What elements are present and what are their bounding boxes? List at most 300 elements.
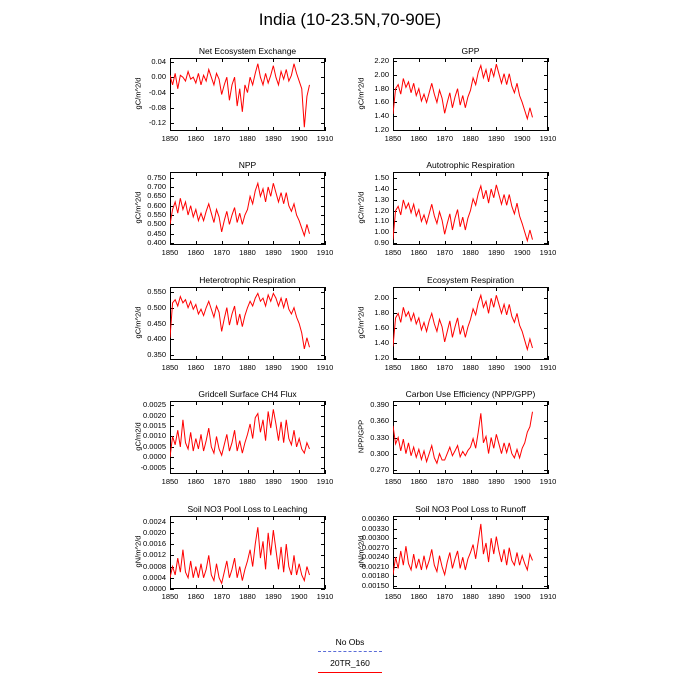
x-tick-mark: [496, 127, 497, 131]
y-tick-mark: [170, 589, 174, 590]
y-axis-label: NPP/GPP: [356, 419, 366, 453]
x-tick-label: 1900: [513, 248, 531, 257]
y-tick-label: 0.0005: [143, 441, 166, 451]
x-tick-mark: [273, 287, 274, 291]
y-tick-mark: [170, 93, 174, 94]
series-line: [170, 527, 310, 583]
y-tick-mark: [393, 61, 397, 62]
x-tick-mark: [471, 470, 472, 474]
y-tick-label: 0.90: [374, 237, 389, 247]
y-tick-label: 1.60: [374, 97, 389, 107]
y-tick-label: 0.00210: [361, 561, 389, 571]
x-tick-label: 1860: [410, 363, 428, 372]
x-tick-mark: [471, 241, 472, 245]
x-tick-mark: [222, 241, 223, 245]
chart-title: Net Ecosystem Exchange: [198, 46, 297, 56]
x-tick-mark: [496, 516, 497, 520]
x-tick-mark: [496, 356, 497, 360]
x-tick-mark: [325, 585, 326, 589]
y-tick-label: -0.04: [148, 87, 166, 97]
y-tick-label: 0.330: [370, 432, 389, 442]
x-tick-mark: [196, 127, 197, 131]
y-tick-label: 0.00330: [361, 523, 389, 533]
x-tick-mark: [196, 58, 197, 62]
y-tick-mark: [544, 102, 548, 103]
y-tick-label: 0.390: [370, 400, 389, 410]
x-tick-label: 1850: [384, 134, 402, 143]
x-tick-label: 1880: [239, 477, 256, 486]
x-tick-mark: [548, 356, 549, 360]
y-tick-mark: [321, 292, 325, 293]
x-tick-label: 1900: [513, 134, 531, 143]
x-tick-label: 1850: [161, 134, 179, 143]
y-tick-label: 1.20: [374, 205, 389, 215]
y-tick-mark: [321, 77, 325, 78]
x-tick-mark: [522, 470, 523, 474]
plot-area: [393, 172, 548, 245]
y-tick-label: 0.0008: [143, 561, 166, 571]
x-tick-mark: [419, 127, 420, 131]
x-tick-mark: [170, 127, 171, 131]
y-tick-mark: [393, 75, 397, 76]
x-tick-mark: [325, 58, 326, 62]
y-tick-mark: [170, 178, 174, 179]
x-tick-label: 1880: [239, 592, 256, 601]
x-tick-mark: [325, 172, 326, 176]
x-tick-mark: [196, 287, 197, 291]
x-tick-label: 1870: [213, 477, 230, 486]
y-tick-label: 0.00360: [361, 514, 389, 524]
y-tick-label: 0.600: [147, 200, 166, 210]
x-tick-mark: [522, 58, 523, 62]
y-tick-mark: [544, 586, 548, 587]
x-tick-mark: [222, 58, 223, 62]
x-tick-label: 1910: [539, 134, 557, 143]
y-tick-mark: [170, 108, 174, 109]
y-tick-mark: [393, 116, 397, 117]
y-axis-label: gC/m^2/d: [133, 191, 143, 223]
x-tick-mark: [522, 241, 523, 245]
y-tick-mark: [544, 178, 548, 179]
y-tick-mark: [170, 123, 174, 124]
x-tick-mark: [522, 127, 523, 131]
x-tick-mark: [445, 241, 446, 245]
x-tick-mark: [496, 287, 497, 291]
chart-title: Heterotrophic Respiration: [199, 275, 296, 285]
y-tick-label: 1.60: [374, 323, 389, 333]
x-tick-mark: [222, 356, 223, 360]
y-tick-mark: [393, 586, 397, 587]
x-tick-mark: [548, 287, 549, 291]
legend-swatch: [318, 672, 382, 673]
y-tick-label: 0.0000: [143, 452, 166, 462]
x-tick-mark: [273, 516, 274, 520]
y-tick-mark: [321, 447, 325, 448]
x-tick-mark: [222, 127, 223, 131]
x-tick-mark: [248, 241, 249, 245]
y-axis-label: gC/m^2/d: [356, 191, 366, 223]
y-tick-label: 0.00300: [361, 533, 389, 543]
x-tick-label: 1880: [239, 134, 256, 143]
x-tick-label: 1900: [513, 592, 531, 601]
y-tick-mark: [393, 313, 397, 314]
y-tick-mark: [321, 416, 325, 417]
y-tick-label: 0.0020: [143, 410, 166, 420]
y-tick-mark: [170, 243, 174, 244]
x-tick-mark: [393, 516, 394, 520]
x-tick-mark: [496, 401, 497, 405]
y-axis-label: gC/m^2/d: [356, 306, 366, 338]
x-tick-label: 1870: [436, 592, 453, 601]
x-tick-label: 1880: [462, 592, 479, 601]
x-tick-mark: [445, 127, 446, 131]
y-tick-label: -0.12: [148, 118, 166, 128]
x-tick-mark: [419, 585, 420, 589]
x-tick-mark: [196, 356, 197, 360]
x-tick-label: 1910: [316, 363, 334, 372]
x-tick-mark: [548, 401, 549, 405]
x-tick-label: 1860: [410, 477, 428, 486]
y-tick-label: 0.450: [147, 318, 166, 328]
x-tick-mark: [273, 356, 274, 360]
y-tick-mark: [170, 324, 174, 325]
y-tick-mark: [170, 187, 174, 188]
x-tick-label: 1890: [487, 134, 505, 143]
y-tick-mark: [544, 232, 548, 233]
y-tick-mark: [321, 215, 325, 216]
x-tick-mark: [471, 585, 472, 589]
y-tick-mark: [544, 438, 548, 439]
y-tick-label: 1.50: [374, 173, 389, 183]
x-tick-mark: [273, 585, 274, 589]
x-tick-mark: [248, 287, 249, 291]
y-tick-label: 1.10: [374, 216, 389, 226]
y-tick-label: 2.00: [374, 70, 389, 80]
y-tick-mark: [170, 339, 174, 340]
x-tick-mark: [196, 172, 197, 176]
x-tick-mark: [445, 585, 446, 589]
y-tick-label: 0.270: [370, 464, 389, 474]
y-tick-mark: [544, 130, 548, 131]
x-tick-mark: [522, 401, 523, 405]
y-tick-mark: [393, 519, 397, 520]
x-tick-mark: [222, 516, 223, 520]
plot-area: [170, 401, 325, 474]
y-tick-label: 1.80: [374, 308, 389, 318]
y-tick-mark: [170, 468, 174, 469]
x-tick-mark: [471, 401, 472, 405]
y-tick-mark: [170, 426, 174, 427]
y-tick-mark: [170, 578, 174, 579]
y-tick-label: 0.500: [147, 302, 166, 312]
x-tick-mark: [471, 172, 472, 176]
chart-title: NPP: [238, 160, 257, 170]
y-tick-label: 0.0024: [143, 516, 166, 526]
x-tick-mark: [325, 516, 326, 520]
y-tick-mark: [170, 224, 174, 225]
y-tick-mark: [170, 234, 174, 235]
x-tick-label: 1910: [316, 134, 334, 143]
x-tick-label: 1890: [487, 477, 505, 486]
y-tick-mark: [170, 355, 174, 356]
x-tick-label: 1870: [213, 592, 230, 601]
y-axis-label: gC/m^2/d: [133, 306, 143, 338]
x-tick-mark: [445, 58, 446, 62]
x-tick-mark: [419, 241, 420, 245]
y-tick-mark: [393, 557, 397, 558]
x-tick-label: 1870: [436, 477, 453, 486]
y-tick-mark: [544, 298, 548, 299]
y-tick-label: 0.00150: [361, 580, 389, 590]
y-tick-mark: [544, 454, 548, 455]
x-tick-mark: [548, 241, 549, 245]
y-tick-label: 0.300: [370, 448, 389, 458]
x-tick-mark: [419, 356, 420, 360]
x-tick-mark: [419, 401, 420, 405]
x-tick-mark: [299, 356, 300, 360]
y-tick-mark: [393, 102, 397, 103]
x-tick-label: 1910: [316, 248, 334, 257]
y-tick-mark: [170, 196, 174, 197]
y-tick-mark: [321, 555, 325, 556]
x-tick-label: 1860: [187, 134, 205, 143]
y-tick-label: 0.04: [151, 56, 166, 66]
y-tick-mark: [321, 178, 325, 179]
y-tick-mark: [544, 61, 548, 62]
x-tick-mark: [393, 172, 394, 176]
y-tick-label: 0.350: [147, 350, 166, 360]
x-tick-mark: [419, 58, 420, 62]
x-tick-mark: [222, 585, 223, 589]
x-tick-mark: [299, 401, 300, 405]
x-tick-mark: [419, 516, 420, 520]
y-tick-label: 0.450: [147, 228, 166, 238]
legend-label: 20TR_160: [330, 658, 370, 668]
x-tick-label: 1900: [290, 134, 308, 143]
x-tick-mark: [273, 401, 274, 405]
y-tick-mark: [321, 108, 325, 109]
x-tick-mark: [299, 58, 300, 62]
x-tick-label: 1860: [410, 592, 428, 601]
y-tick-mark: [393, 358, 397, 359]
y-tick-mark: [321, 426, 325, 427]
y-tick-mark: [544, 557, 548, 558]
x-tick-label: 1900: [513, 477, 531, 486]
y-tick-label: 1.80: [374, 83, 389, 93]
x-tick-mark: [170, 241, 171, 245]
x-tick-mark: [548, 516, 549, 520]
y-tick-label: -0.0005: [140, 462, 166, 472]
x-tick-label: 1850: [161, 477, 179, 486]
y-tick-mark: [321, 533, 325, 534]
y-tick-label: 0.0015: [143, 421, 166, 431]
y-tick-mark: [321, 544, 325, 545]
x-tick-mark: [299, 241, 300, 245]
y-tick-mark: [393, 438, 397, 439]
series-line: [393, 524, 533, 575]
x-tick-mark: [299, 287, 300, 291]
x-tick-label: 1890: [487, 363, 505, 372]
y-tick-mark: [393, 232, 397, 233]
x-tick-label: 1910: [316, 477, 334, 486]
plot-area: [393, 287, 548, 360]
y-tick-label: 2.20: [374, 56, 389, 66]
x-tick-mark: [248, 127, 249, 131]
x-tick-mark: [496, 241, 497, 245]
y-tick-mark: [170, 416, 174, 417]
x-tick-mark: [325, 287, 326, 291]
x-tick-label: 1850: [161, 592, 179, 601]
y-tick-mark: [170, 206, 174, 207]
x-tick-label: 1860: [187, 592, 205, 601]
x-tick-mark: [170, 58, 171, 62]
x-tick-mark: [548, 127, 549, 131]
x-tick-label: 1900: [290, 248, 308, 257]
x-tick-mark: [248, 516, 249, 520]
y-tick-label: 0.360: [370, 416, 389, 426]
y-tick-label: 0.700: [147, 181, 166, 191]
x-tick-label: 1890: [264, 477, 282, 486]
x-tick-mark: [548, 470, 549, 474]
y-tick-mark: [544, 529, 548, 530]
y-tick-label: 0.00240: [361, 552, 389, 562]
x-tick-label: 1910: [539, 477, 557, 486]
y-tick-label: 0.0000: [143, 584, 166, 593]
x-tick-mark: [196, 470, 197, 474]
y-tick-label: 0.0012: [143, 550, 166, 560]
x-tick-mark: [471, 58, 472, 62]
x-tick-mark: [222, 470, 223, 474]
y-tick-mark: [321, 405, 325, 406]
plot-area: [170, 58, 325, 131]
y-tick-mark: [393, 189, 397, 190]
x-tick-mark: [299, 172, 300, 176]
x-tick-mark: [522, 356, 523, 360]
x-tick-mark: [393, 241, 394, 245]
x-tick-label: 1860: [187, 363, 205, 372]
x-tick-mark: [393, 356, 394, 360]
y-tick-mark: [170, 436, 174, 437]
y-tick-label: 0.00270: [361, 542, 389, 552]
y-tick-mark: [393, 200, 397, 201]
x-tick-mark: [248, 356, 249, 360]
x-tick-mark: [393, 58, 394, 62]
series-line: [393, 64, 533, 119]
y-tick-mark: [170, 533, 174, 534]
y-tick-mark: [393, 470, 397, 471]
x-tick-mark: [170, 356, 171, 360]
y-tick-mark: [393, 343, 397, 344]
y-tick-mark: [544, 75, 548, 76]
x-tick-mark: [496, 585, 497, 589]
y-tick-label: 1.30: [374, 194, 389, 204]
y-tick-label: 0.500: [147, 219, 166, 229]
y-tick-mark: [170, 62, 174, 63]
x-tick-mark: [273, 172, 274, 176]
chart-title: Soil NO3 Pool Loss to Runoff: [415, 504, 526, 514]
x-tick-mark: [471, 356, 472, 360]
y-tick-mark: [321, 123, 325, 124]
y-tick-label: 0.00: [151, 72, 166, 82]
x-tick-label: 1850: [384, 248, 402, 257]
y-tick-mark: [321, 243, 325, 244]
x-tick-label: 1860: [410, 248, 428, 257]
y-tick-mark: [393, 328, 397, 329]
x-tick-label: 1860: [187, 477, 205, 486]
y-tick-label: 0.0010: [143, 431, 166, 441]
x-tick-mark: [445, 287, 446, 291]
x-tick-label: 1870: [213, 363, 230, 372]
x-tick-mark: [471, 516, 472, 520]
y-tick-mark: [544, 313, 548, 314]
y-tick-label: 0.0025: [143, 400, 166, 410]
y-tick-mark: [393, 130, 397, 131]
x-tick-mark: [471, 287, 472, 291]
y-tick-mark: [544, 519, 548, 520]
page-title: India (10-23.5N,70-90E): [258, 10, 442, 29]
x-tick-mark: [522, 172, 523, 176]
y-tick-mark: [544, 548, 548, 549]
x-tick-mark: [196, 401, 197, 405]
y-tick-label: 0.0016: [143, 539, 166, 549]
y-tick-mark: [393, 298, 397, 299]
y-tick-mark: [321, 308, 325, 309]
y-tick-mark: [393, 243, 397, 244]
y-tick-mark: [321, 196, 325, 197]
x-tick-mark: [471, 127, 472, 131]
x-tick-mark: [496, 470, 497, 474]
y-tick-mark: [544, 221, 548, 222]
y-tick-mark: [544, 243, 548, 244]
x-tick-mark: [170, 585, 171, 589]
x-tick-label: 1860: [187, 248, 205, 257]
y-tick-mark: [393, 454, 397, 455]
x-tick-label: 1890: [264, 592, 282, 601]
x-tick-mark: [299, 585, 300, 589]
x-tick-mark: [248, 172, 249, 176]
y-tick-mark: [321, 93, 325, 94]
series-line: [393, 412, 533, 464]
y-tick-mark: [544, 343, 548, 344]
y-tick-label: 0.400: [147, 238, 166, 248]
x-tick-label: 1910: [316, 592, 334, 601]
legend-label: No Obs: [335, 637, 365, 647]
x-tick-mark: [522, 585, 523, 589]
x-tick-mark: [325, 470, 326, 474]
y-axis-label: gN/m^2/d: [356, 535, 366, 567]
plot-area: [393, 516, 548, 589]
x-tick-label: 1910: [539, 363, 557, 372]
x-tick-mark: [248, 470, 249, 474]
y-tick-mark: [170, 77, 174, 78]
x-tick-label: 1870: [213, 248, 230, 257]
y-tick-mark: [544, 116, 548, 117]
y-tick-mark: [170, 215, 174, 216]
series-line: [170, 409, 310, 457]
y-tick-label: 1.20: [374, 353, 389, 363]
x-tick-mark: [325, 241, 326, 245]
x-tick-label: 1880: [462, 248, 479, 257]
x-tick-label: 1890: [264, 363, 282, 372]
x-tick-mark: [445, 401, 446, 405]
x-tick-label: 1870: [436, 363, 453, 372]
x-tick-mark: [299, 127, 300, 131]
chart-title: Soil NO3 Pool Loss to Leaching: [187, 504, 308, 514]
x-tick-label: 1880: [462, 363, 479, 372]
x-tick-mark: [496, 58, 497, 62]
y-tick-label: 0.00180: [361, 571, 389, 581]
x-tick-mark: [445, 470, 446, 474]
